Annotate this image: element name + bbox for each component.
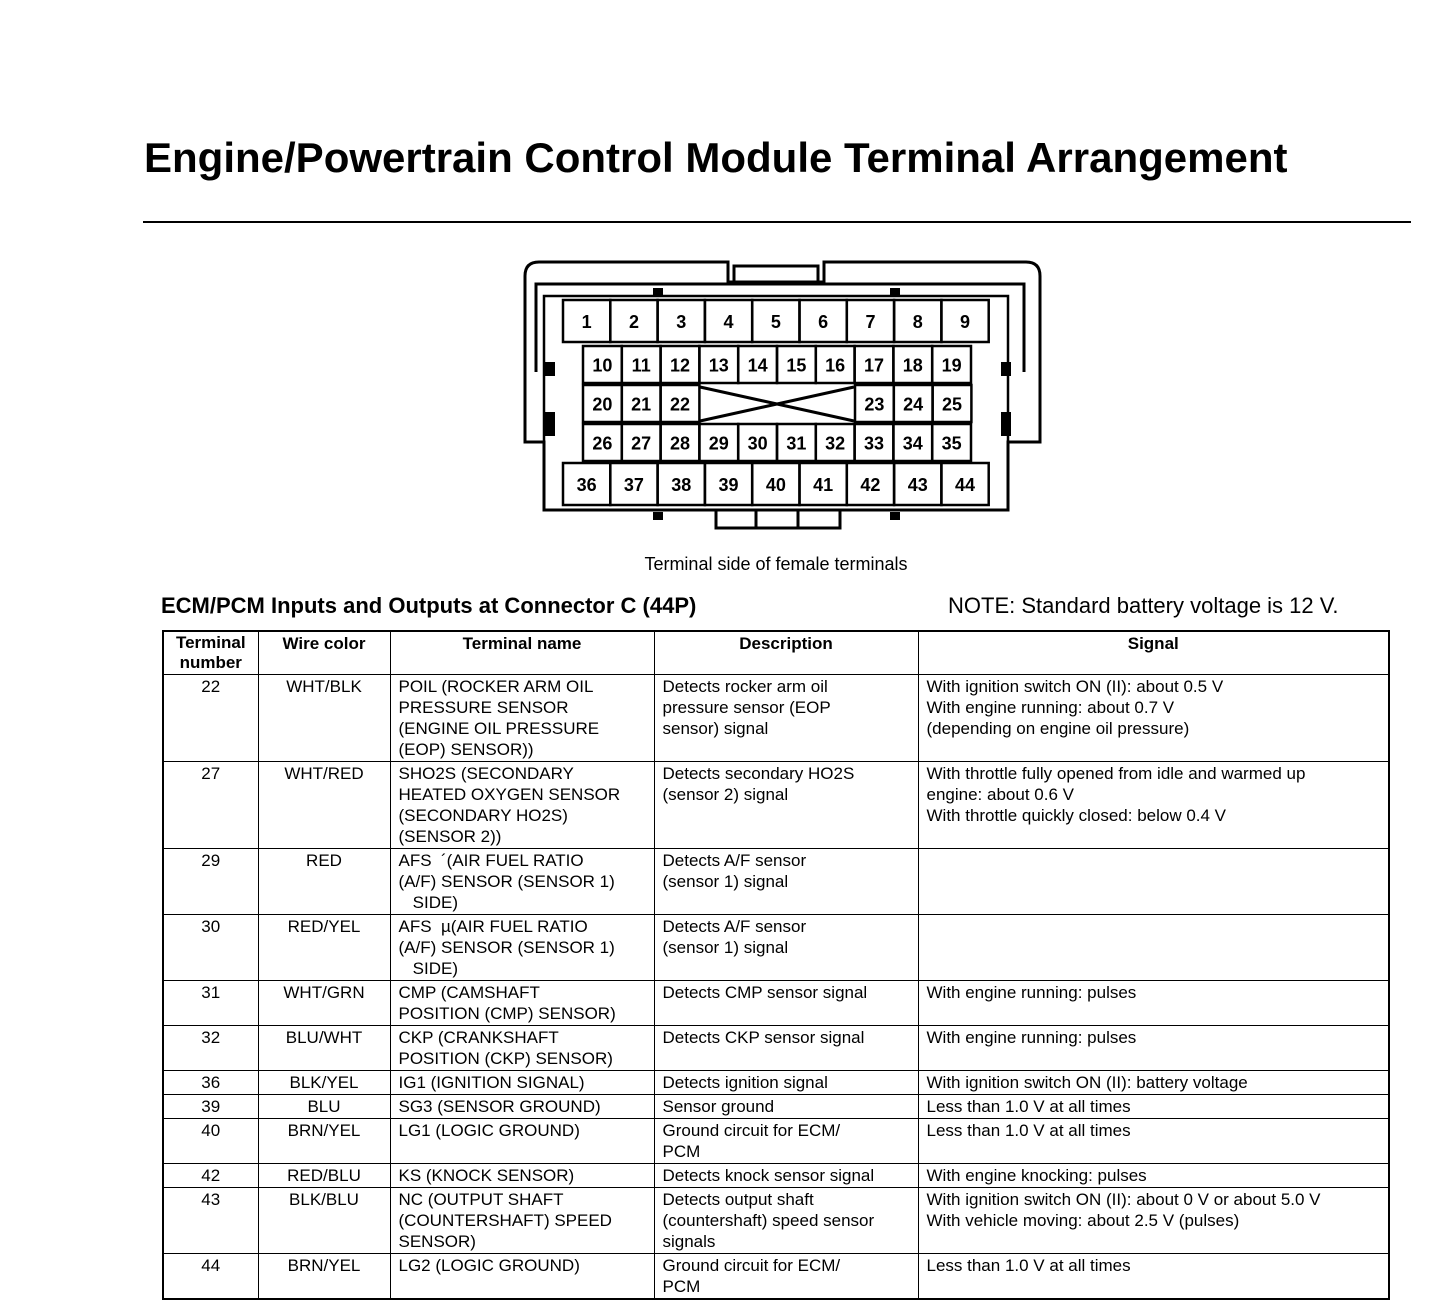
cell-terminal-name-line: LG1 (LOGIC GROUND) [398, 1121, 580, 1140]
cell-signal-line: Less than 1.0 V at all times [926, 1256, 1131, 1275]
cell-wire-color: WHT/BLK [258, 675, 390, 762]
header-wire-color: Wire color [258, 631, 390, 675]
header-signal: Signal [918, 631, 1389, 675]
cell-wire-color: WHT/GRN [258, 981, 390, 1026]
cell-terminal-name [390, 1026, 654, 1071]
cell-terminal-name [390, 1188, 654, 1254]
cell-description [654, 675, 918, 762]
cell-signal-line: With vehicle moving: about 2.5 V (pulses) [926, 1211, 1240, 1230]
terminal-number: 41 [813, 475, 834, 495]
cell-description-line: Detects output shaft [662, 1190, 814, 1209]
cell-description-line: Sensor ground [662, 1097, 775, 1116]
cell-terminal-number: 29 [163, 849, 258, 915]
table-row [163, 1119, 1389, 1164]
cell-terminal-name-line: AFS ´(AIR FUEL RATIO [398, 851, 584, 870]
cell-description [654, 1095, 918, 1119]
terminal-number: 19 [941, 355, 962, 376]
cell-wire-color: RED [258, 849, 390, 915]
cell-wire-color: BLU [258, 1095, 390, 1119]
header-terminal-line2: number [179, 653, 242, 672]
cell-wire-color: RED/YEL [258, 915, 390, 981]
terminal-number: 20 [592, 394, 613, 415]
terminal-number: 44 [955, 475, 976, 495]
cell-terminal-name-line: CMP (CAMSHAFT [398, 983, 540, 1002]
cell-wire-color: RED/BLU [258, 1164, 390, 1188]
terminal-number: 30 [747, 433, 768, 454]
terminal-number: 5 [770, 312, 781, 332]
table-row [163, 675, 1389, 762]
cell-description-line: (sensor 1) signal [662, 938, 789, 957]
cell-description-line: Detects ignition signal [662, 1073, 828, 1092]
cell-terminal-name-line: (COUNTERSHAFT) SPEED [398, 1211, 612, 1230]
cell-terminal-number: 40 [163, 1119, 258, 1164]
connector-key-right-top [1001, 362, 1011, 376]
cell-description-line: sensor) signal [662, 719, 769, 738]
cell-description [654, 1119, 918, 1164]
terminal-number: 11 [631, 355, 651, 376]
io-table-container [162, 630, 1390, 1300]
cell-signal-line: With ignition switch ON (II): about 0 V or about 5.0 V [926, 1190, 1321, 1209]
terminal-number: 27 [631, 433, 652, 454]
cell-wire-color: BLK/BLU [258, 1188, 390, 1254]
terminal-number: 15 [786, 355, 807, 376]
cell-terminal-name-line: SIDE) [398, 893, 459, 912]
cell-description-line: Detects knock sensor signal [662, 1166, 875, 1185]
terminal-number: 29 [708, 433, 729, 454]
cell-terminal-name-line: (ENGINE OIL PRESSURE [398, 719, 600, 738]
cell-description-line: PCM [662, 1142, 701, 1161]
terminal-number: 23 [864, 394, 885, 415]
cell-terminal-number: 43 [163, 1188, 258, 1254]
cell-wire-color: WHT/RED [258, 762, 390, 849]
blocked-cavity-x [700, 387, 854, 421]
cell-terminal-name-line: POSITION (CKP) SENSOR) [398, 1049, 613, 1068]
cell-wire-color: BRN/YEL [258, 1254, 390, 1300]
cell-signal-line: With throttle quickly closed: below 0.4 V [926, 806, 1227, 825]
cell-terminal-name [390, 1119, 654, 1164]
cell-terminal-name-line: (A/F) SENSOR (SENSOR 1) [398, 872, 615, 891]
terminal-number: 7 [865, 312, 876, 332]
cell-description [654, 915, 918, 981]
cell-signal [918, 849, 1389, 915]
table-row [163, 1164, 1389, 1188]
terminal-number: 32 [825, 433, 846, 454]
cell-wire-color: BLK/YEL [258, 1071, 390, 1095]
cell-description-line: Ground circuit for ECM/ [662, 1256, 841, 1275]
cell-terminal-number: 32 [163, 1026, 258, 1071]
cell-terminal-name [390, 981, 654, 1026]
cell-signal-line: With engine running: pulses [926, 1028, 1137, 1047]
header-terminal-name: Terminal name [390, 631, 654, 675]
cell-signal-line: With ignition switch ON (II): battery voltage [926, 1073, 1248, 1092]
terminal-number: 6 [818, 312, 829, 332]
terminal-number: 3 [676, 312, 687, 332]
cell-terminal-number: 44 [163, 1254, 258, 1300]
cell-description [654, 1164, 918, 1188]
table-row [163, 1026, 1389, 1071]
cell-description [654, 1071, 918, 1095]
cell-signal-line: With throttle fully opened from idle and warmed up [926, 764, 1306, 783]
cell-signal [918, 1164, 1389, 1188]
terminal-number: 34 [902, 433, 923, 454]
table-row [163, 915, 1389, 981]
cell-terminal-name [390, 849, 654, 915]
connector-notch-bottom-left [653, 512, 663, 520]
terminal-number: 9 [960, 312, 971, 332]
cell-terminal-name-line: SG3 (SENSOR GROUND) [398, 1097, 601, 1116]
table-row [163, 981, 1389, 1026]
terminal-number: 36 [576, 475, 597, 495]
cell-description-line: Detects CKP sensor signal [662, 1028, 865, 1047]
terminal-number: 22 [669, 394, 691, 415]
cell-terminal-name-line: KS (KNOCK SENSOR) [398, 1166, 575, 1185]
terminal-number: 31 [786, 433, 807, 454]
cell-signal-line: With engine running: about 0.7 V [926, 698, 1175, 717]
cell-terminal-number: 22 [163, 675, 258, 762]
table-header-row [163, 631, 1389, 675]
cell-signal [918, 1071, 1389, 1095]
terminal-number: 35 [941, 433, 962, 454]
cell-signal-line: (depending on engine oil pressure) [926, 719, 1190, 738]
cell-signal [918, 1254, 1389, 1300]
cell-description [654, 1188, 918, 1254]
section-heading: ECM/PCM Inputs and Outputs at Connector C (44P) [161, 593, 697, 618]
header-terminal-number [163, 631, 258, 675]
terminal-number: 12 [669, 355, 691, 376]
page-title: Engine/Powertrain Control Module Terminal Arrangement [144, 134, 1288, 181]
cell-terminal-name-line: POIL (ROCKER ARM OIL [398, 677, 594, 696]
cell-description-line: (countershaft) speed sensor [662, 1211, 875, 1230]
cell-description-line: Ground circuit for ECM/ [662, 1121, 841, 1140]
cell-description-line: Detects A/F sensor [662, 917, 807, 936]
terminal-number: 40 [765, 475, 786, 495]
cell-terminal-name-line: (EOP) SENSOR)) [398, 740, 534, 759]
cell-terminal-number: 27 [163, 762, 258, 849]
cell-description [654, 1026, 918, 1071]
cell-terminal-name [390, 762, 654, 849]
cell-terminal-name-line: (SECONDARY HO2S) [398, 806, 568, 825]
table-row [163, 762, 1389, 849]
cell-signal [918, 675, 1389, 762]
terminal-number: 18 [902, 355, 923, 376]
table-row [163, 1095, 1389, 1119]
connector-notch-bottom-right [890, 512, 900, 520]
cell-signal [918, 1119, 1389, 1164]
title-divider [143, 221, 1411, 223]
cell-terminal-name [390, 675, 654, 762]
table-row [163, 1254, 1389, 1300]
cell-terminal-name-line: SHO2S (SECONDARY [398, 764, 574, 783]
connector-key-left-top [545, 362, 555, 376]
cell-description-line: (sensor 2) signal [662, 785, 789, 804]
cell-description [654, 981, 918, 1026]
terminal-number: 16 [825, 355, 846, 376]
cell-terminal-number: 39 [163, 1095, 258, 1119]
connector-diagram [510, 256, 1050, 536]
cell-description-line: Detects secondary HO2S [662, 764, 855, 783]
cell-description-line: (sensor 1) signal [662, 872, 789, 891]
cell-description [654, 849, 918, 915]
terminal-number: 4 [723, 312, 734, 332]
header-description: Description [654, 631, 918, 675]
terminal-number: 39 [718, 475, 739, 495]
cell-description-line: PCM [662, 1277, 701, 1296]
table-row [163, 1071, 1389, 1095]
cell-description-line: Detects CMP sensor signal [662, 983, 868, 1002]
cell-signal-line: Less than 1.0 V at all times [926, 1097, 1131, 1116]
cell-signal [918, 915, 1389, 981]
connector-key-right-bottom [1001, 412, 1011, 436]
io-table [162, 630, 1390, 1300]
cell-signal [918, 1095, 1389, 1119]
table-row [163, 849, 1389, 915]
cell-terminal-name [390, 1095, 654, 1119]
terminal-number: 28 [669, 433, 691, 454]
cell-terminal-name-line: PRESSURE SENSOR [398, 698, 569, 717]
terminal-number: 33 [863, 433, 885, 454]
cell-signal-line: With ignition switch ON (II): about 0.5 V [926, 677, 1224, 696]
table-body [163, 675, 1389, 1300]
terminal-number: 25 [941, 394, 963, 415]
cell-terminal-name-line: NC (OUTPUT SHAFT [398, 1190, 564, 1209]
table-row [163, 1188, 1389, 1254]
cell-description-line: Detects A/F sensor [662, 851, 807, 870]
terminal-number: 17 [863, 355, 885, 376]
cell-terminal-name [390, 1254, 654, 1300]
cell-terminal-number: 36 [163, 1071, 258, 1095]
cell-signal-line: With engine knocking: pulses [926, 1166, 1147, 1185]
terminal-number: 1 [581, 312, 592, 332]
cell-description [654, 1254, 918, 1300]
cell-wire-color: BLU/WHT [258, 1026, 390, 1071]
cell-terminal-number: 30 [163, 915, 258, 981]
cell-terminal-name-line: (SENSOR 2)) [398, 827, 502, 846]
cell-signal [918, 1188, 1389, 1254]
cell-terminal-number: 42 [163, 1164, 258, 1188]
cell-signal [918, 1026, 1389, 1071]
cell-terminal-name-line: POSITION (CMP) SENSOR) [398, 1004, 616, 1023]
cell-terminal-name [390, 1164, 654, 1188]
connector-bottom-tab [716, 510, 840, 528]
cell-signal-line: With engine running: pulses [926, 983, 1137, 1002]
terminal-number: 10 [592, 355, 613, 376]
cell-terminal-name [390, 1071, 654, 1095]
terminal-number: 42 [860, 475, 881, 495]
terminal-number: 37 [623, 475, 644, 495]
cell-signal-line: engine: about 0.6 V [926, 785, 1074, 804]
cell-terminal-name-line: HEATED OXYGEN SENSOR [398, 785, 621, 804]
terminal-number: 38 [671, 475, 692, 495]
cell-description-line: signals [662, 1232, 716, 1251]
cell-description [654, 762, 918, 849]
header-terminal-line1: Terminal [175, 633, 246, 652]
cell-terminal-name-line: CKP (CRANKSHAFT [398, 1028, 559, 1047]
cell-description-line: pressure sensor (EOP [662, 698, 831, 717]
terminal-number: 24 [903, 394, 924, 415]
cell-terminal-name-line: IG1 (IGNITION SIGNAL) [398, 1073, 585, 1092]
cell-wire-color: BRN/YEL [258, 1119, 390, 1164]
cell-terminal-name-line: LG2 (LOGIC GROUND) [398, 1256, 580, 1275]
connector-key-left-bottom [545, 412, 555, 436]
cell-terminal-number: 31 [163, 981, 258, 1026]
cell-terminal-name-line: AFS µ(AIR FUEL RATIO [398, 917, 588, 936]
terminal-number: 43 [907, 475, 928, 495]
cell-description-line: Detects rocker arm oil [662, 677, 828, 696]
terminal-number: 26 [592, 433, 613, 454]
voltage-note: NOTE: Standard battery voltage is 12 V. [948, 593, 1339, 618]
cell-signal-line: Less than 1.0 V at all times [926, 1121, 1131, 1140]
cell-signal [918, 762, 1389, 849]
cell-signal [918, 981, 1389, 1026]
cell-terminal-name-line: (A/F) SENSOR (SENSOR 1) [398, 938, 615, 957]
terminal-number: 13 [708, 355, 729, 376]
cell-terminal-name [390, 915, 654, 981]
terminal-number: 2 [628, 312, 639, 332]
terminal-number: 14 [747, 355, 768, 376]
connector-caption: Terminal side of female terminals [644, 554, 908, 574]
terminal-number: 21 [631, 394, 652, 415]
terminal-number: 8 [912, 312, 923, 332]
cell-terminal-name-line: SIDE) [398, 959, 459, 978]
cell-terminal-name-line: SENSOR) [398, 1232, 476, 1251]
